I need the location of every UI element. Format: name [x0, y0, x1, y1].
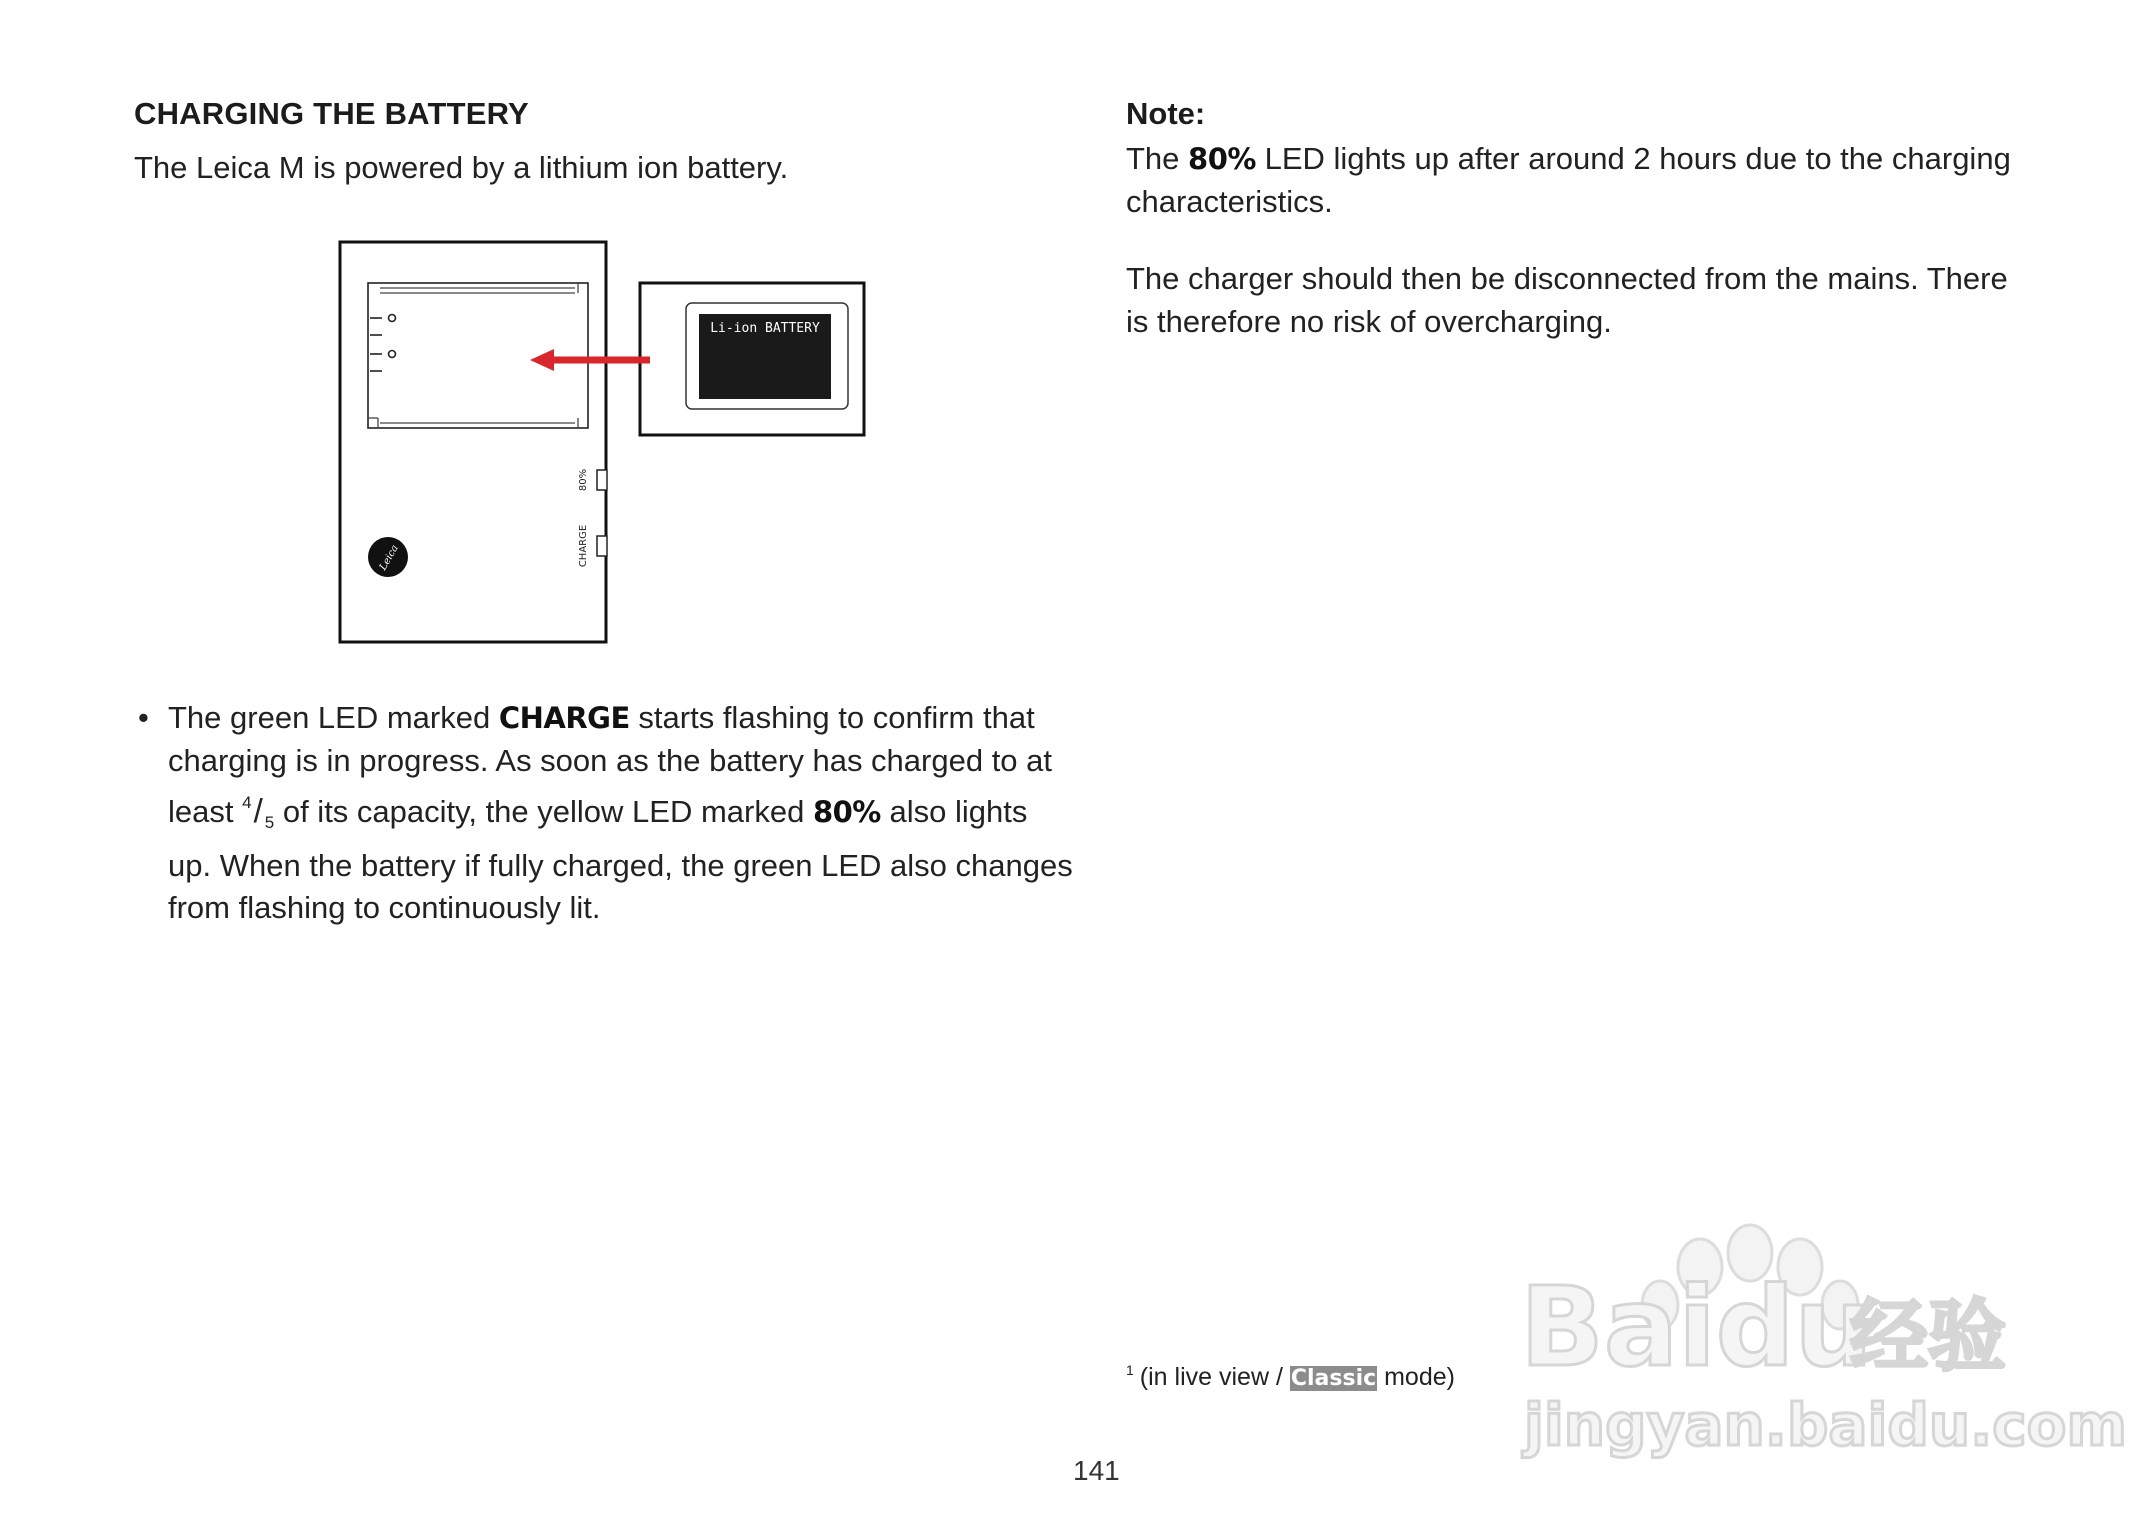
baidu-watermark	[1510, 1215, 2127, 1465]
charger-illustration	[330, 236, 870, 656]
baidu-watermark-svg	[1510, 1215, 2127, 1465]
eighty-led-label: 80%	[812, 795, 881, 829]
note-paragraph-1	[1126, 138, 2026, 223]
charge-steps-list	[134, 697, 1074, 930]
watermark-cn: 经验	[1850, 1292, 2007, 1382]
classic-mode-badge: Classic	[1290, 1366, 1377, 1391]
bullet-text-2: starts flashing to confirm that charging is in progress. As soon as the battery has charged to at least	[168, 700, 1053, 829]
led-charge-label: CHARGE	[578, 524, 589, 568]
fraction	[242, 792, 275, 832]
led-charge-window	[597, 536, 607, 556]
bullet-text-3: of its capacity, the yellow LED marked	[282, 794, 805, 829]
note-heading: Note:	[1126, 96, 1206, 131]
fraction-slash: /	[253, 792, 263, 829]
leica-logo-text: Leica	[377, 543, 401, 573]
led-80-window	[597, 470, 607, 490]
note-text-c: LED lights up after around 2 hours due to the charging characteristics.	[1126, 141, 2011, 219]
page-number: 141	[1073, 1455, 1120, 1486]
note-eighty-label: 80%	[1188, 142, 1256, 176]
footnote-marker: 1	[1126, 1362, 1134, 1378]
charger-body	[340, 242, 606, 642]
footnote-text-b: mode)	[1384, 1363, 1455, 1391]
bullet-text-4: also lights up. When the battery if fully charged, the green LED also changes from flashing to continuously lit.	[168, 794, 1073, 925]
watermark-brand: Baidu	[1520, 1263, 1873, 1391]
charge-led-label: CHARGE	[498, 701, 630, 735]
note-paragraph-2: The charger should then be disconnected from the mains. There is therefore no risk of overcharging.	[1126, 261, 2008, 339]
watermark-url: jingyan.baidu.com	[1524, 1391, 2127, 1459]
led-80-label: 80%	[578, 468, 589, 492]
note-text-a: The	[1126, 141, 1180, 176]
fraction-numerator: 4	[242, 793, 252, 812]
footnote	[1126, 1362, 1455, 1392]
list-item	[134, 697, 1074, 930]
bullet-dot: •	[138, 700, 149, 735]
bullet-text-1: The green LED marked	[168, 700, 491, 735]
battery-label-text: Li-ion BATTERY	[710, 321, 820, 336]
fraction-denominator: 5	[264, 813, 275, 832]
charger-diagram-svg	[330, 236, 870, 656]
section-title: CHARGING THE BATTERY	[134, 96, 529, 131]
footnote-text-a: (in live view /	[1139, 1363, 1283, 1391]
leica-logo	[368, 537, 408, 577]
intro-paragraph: The Leica M is powered by a lithium ion battery.	[134, 150, 789, 185]
